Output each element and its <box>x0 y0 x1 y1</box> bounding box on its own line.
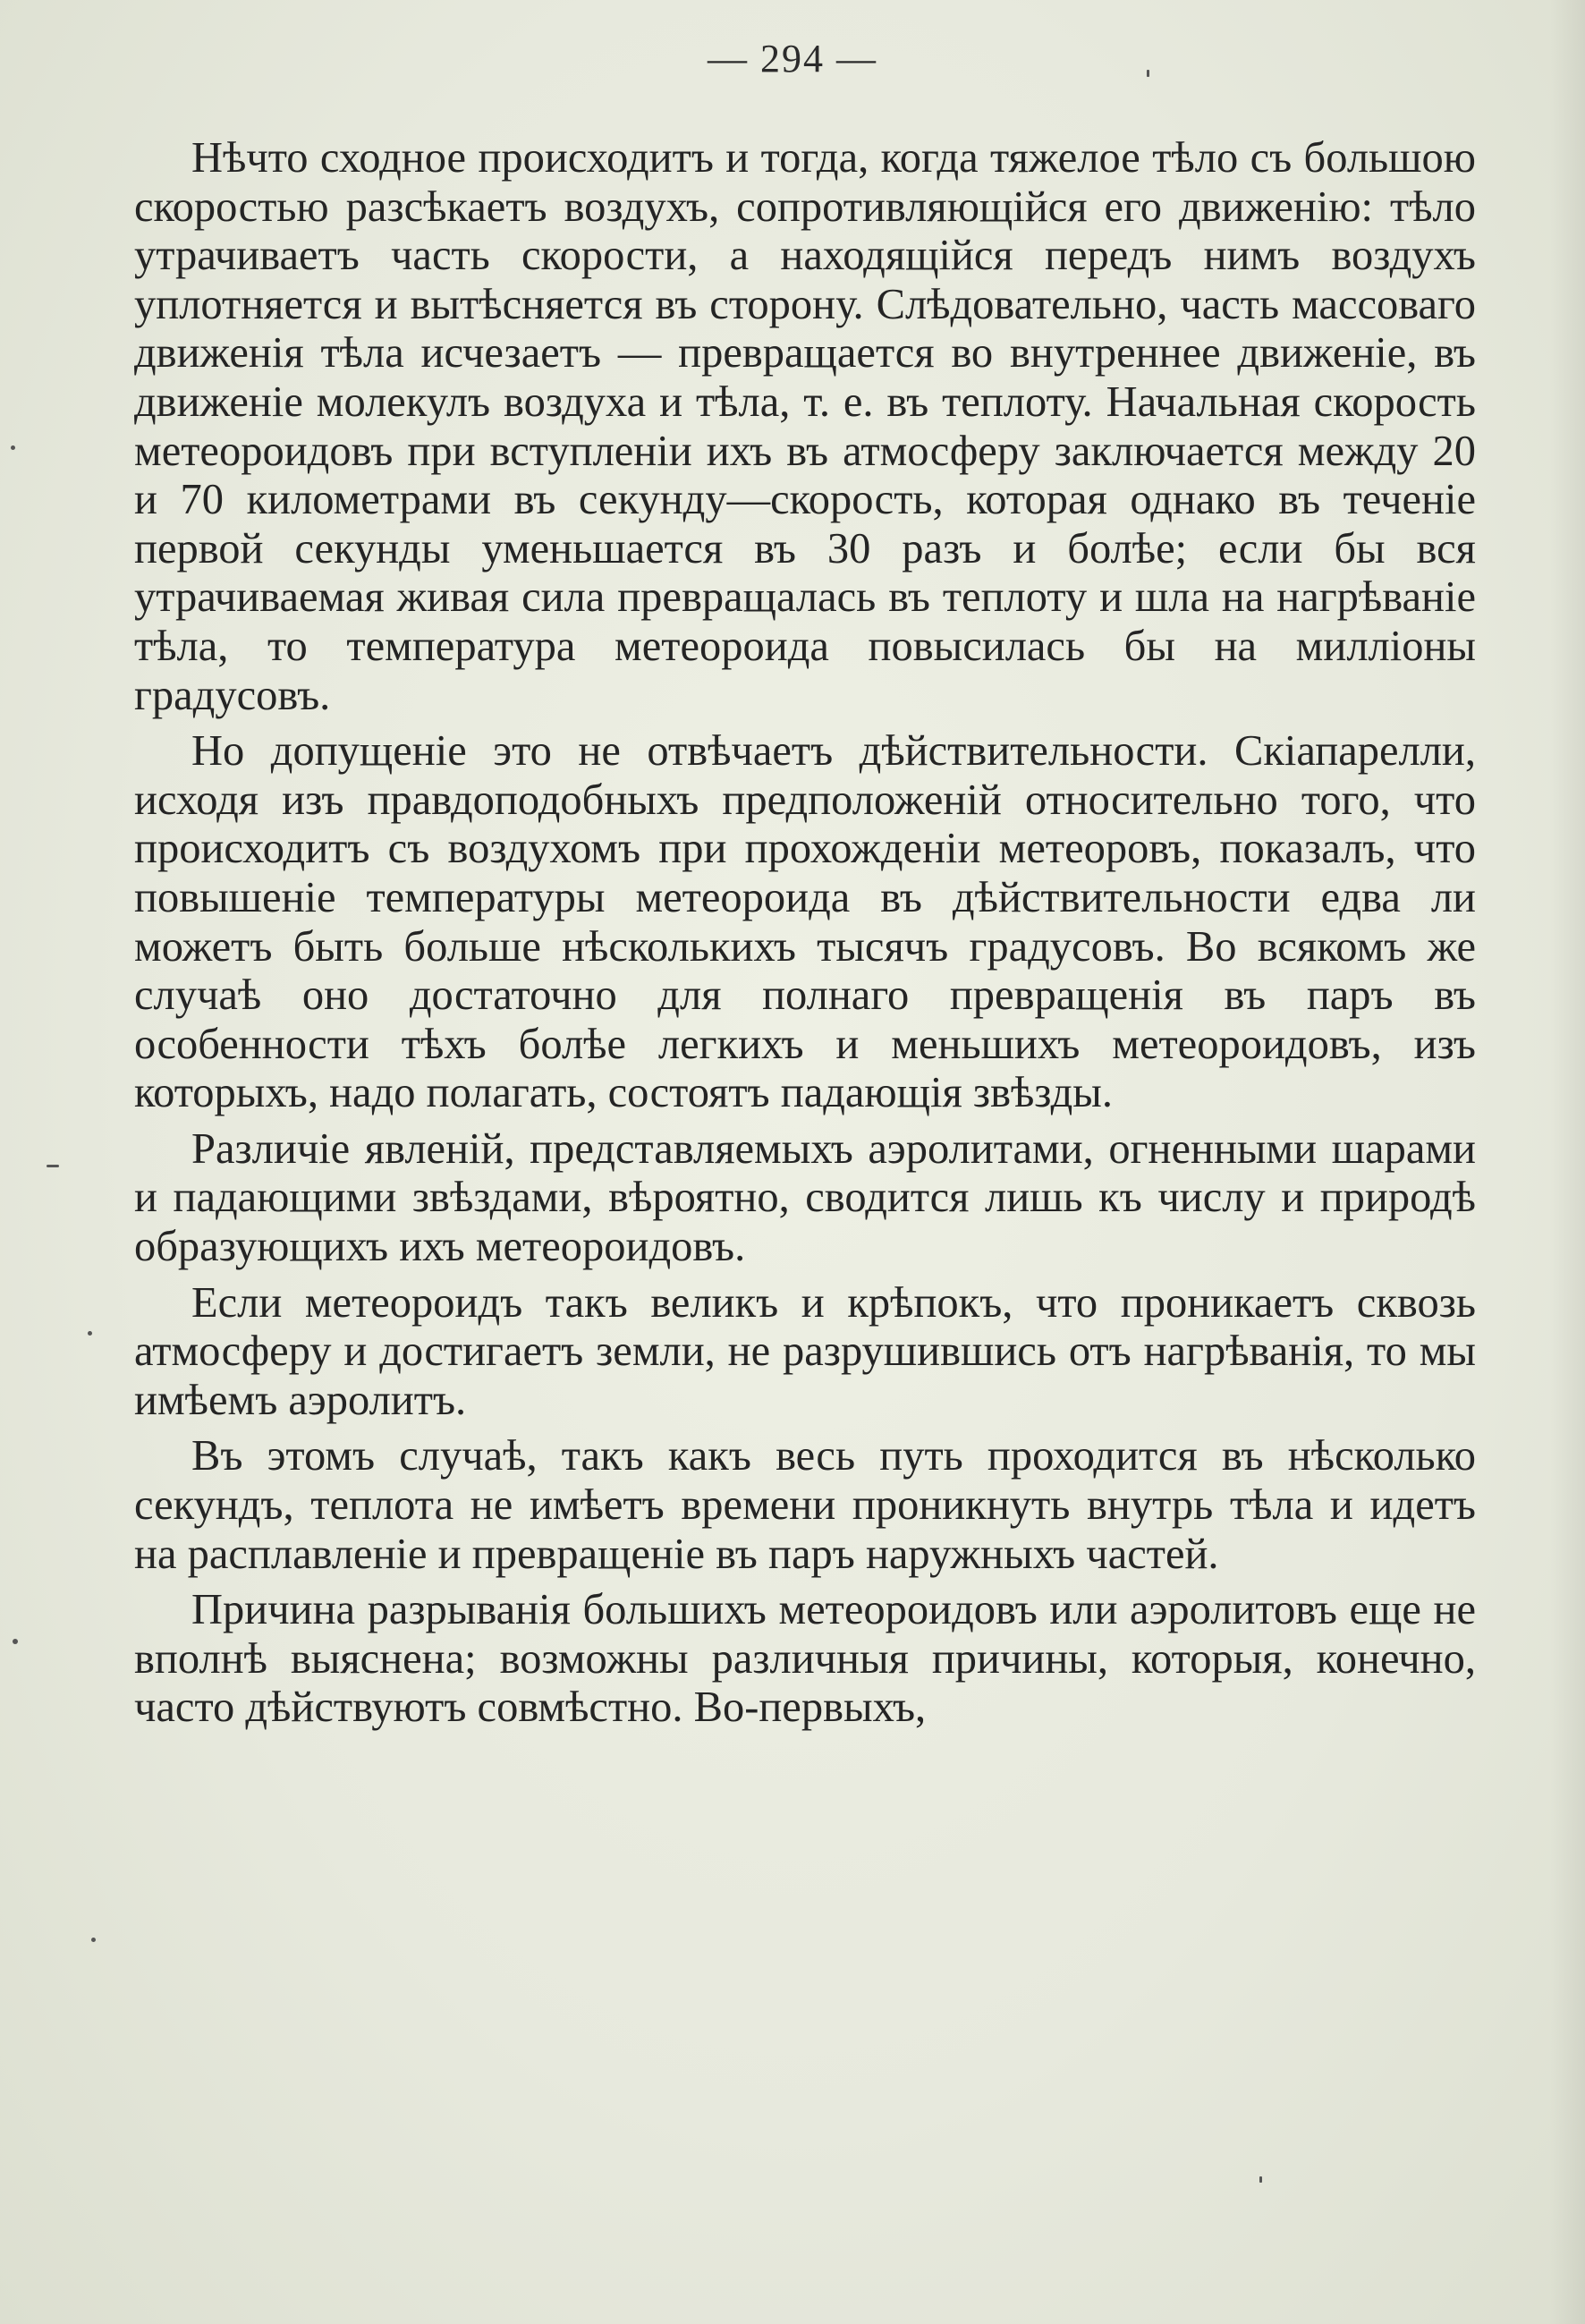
ink-speck <box>1147 70 1149 77</box>
body-text <box>134 134 1476 1740</box>
page-number: — 294 — <box>708 37 877 81</box>
paragraph-3: Различіе явленій, представляемыхъ аэролитами, огненными шарами и падающими звѣздами, вѣроятно, сводится лишь къ числу и природѣ образующихъ ихъ метеороидовъ. <box>134 1124 1476 1271</box>
page-edge-shadow <box>1549 0 1585 2324</box>
ink-speck <box>13 1639 18 1644</box>
paragraph-6: Причина разрыванія большихъ метеороидовъ или аэролитовъ еще не вполнѣ выяснена; возможны различныя причины, которыя, конечно, часто дѣйствуютъ совмѣстно. Во-первыхъ, <box>134 1586 1476 1732</box>
ink-speck <box>88 1331 92 1336</box>
ink-speck <box>91 1938 96 1942</box>
ink-speck <box>11 445 15 450</box>
paragraph-5: Въ этомъ случаѣ, такъ какъ весь путь проходится въ нѣсколько секундъ, теплота не имѣетъ времени проникнуть внутрь тѣла и идетъ на расплавленіе и превращеніе въ паръ наружныхъ частей. <box>134 1432 1476 1578</box>
paragraph-2: Но допущеніе это не отвѣчаетъ дѣйствительности. Скіапарелли, исходя изъ правдоподобныхъ предположеній относительно того, что происходитъ съ воздухомъ при прохожденіи метеоровъ, показалъ, что повышеніе температуры метеороида въ дѣйствительности едва ли можетъ быть больше нѣсколькихъ тысячъ градусовъ. Во всякомъ же случаѣ оно достаточно для полнаго превращенія въ паръ въ особенности тѣхъ болѣе легкихъ и меньшихъ метеороидовъ, изъ которыхъ, надо полагать, состоятъ падающія звѣзды. <box>134 727 1476 1117</box>
paragraph-1: Нѣчто сходное происходитъ и тогда, когда тяжелое тѣло съ большою скоростью разсѣкаетъ воздухъ, сопротивляющійся его движенію: тѣло утрачиваетъ часть скорости, а находящійся передъ нимъ воздухъ уплотняется и вытѣсняется въ сторону. Слѣдовательно, часть массоваго движенія тѣла исчезаетъ — превращается во внутреннее движеніе, въ движеніе молекулъ воздуха и тѣла, т. е. въ теплоту. Начальная скорость метеороидовъ при вступленіи ихъ въ атмосферу заключается между 20 и 70 километрами въ секунду—скорость, которая однако въ теченіе первой секунды уменьшается въ 30 разъ и болѣе; если бы вся утрачиваемая живая сила превращалась въ теплоту и шла на нагрѣваніе тѣла, то температура метеороида повысилась бы на милліоны градусовъ. <box>134 134 1476 719</box>
ink-speck <box>1259 2176 1262 2183</box>
ink-speck <box>47 1165 59 1167</box>
paragraph-4: Если метеороидъ такъ великъ и крѣпокъ, что проникаетъ сквозь атмосферу и достигаетъ земли, не разрушившись отъ нагрѣванія, то мы имѣемъ аэролитъ. <box>134 1278 1476 1424</box>
